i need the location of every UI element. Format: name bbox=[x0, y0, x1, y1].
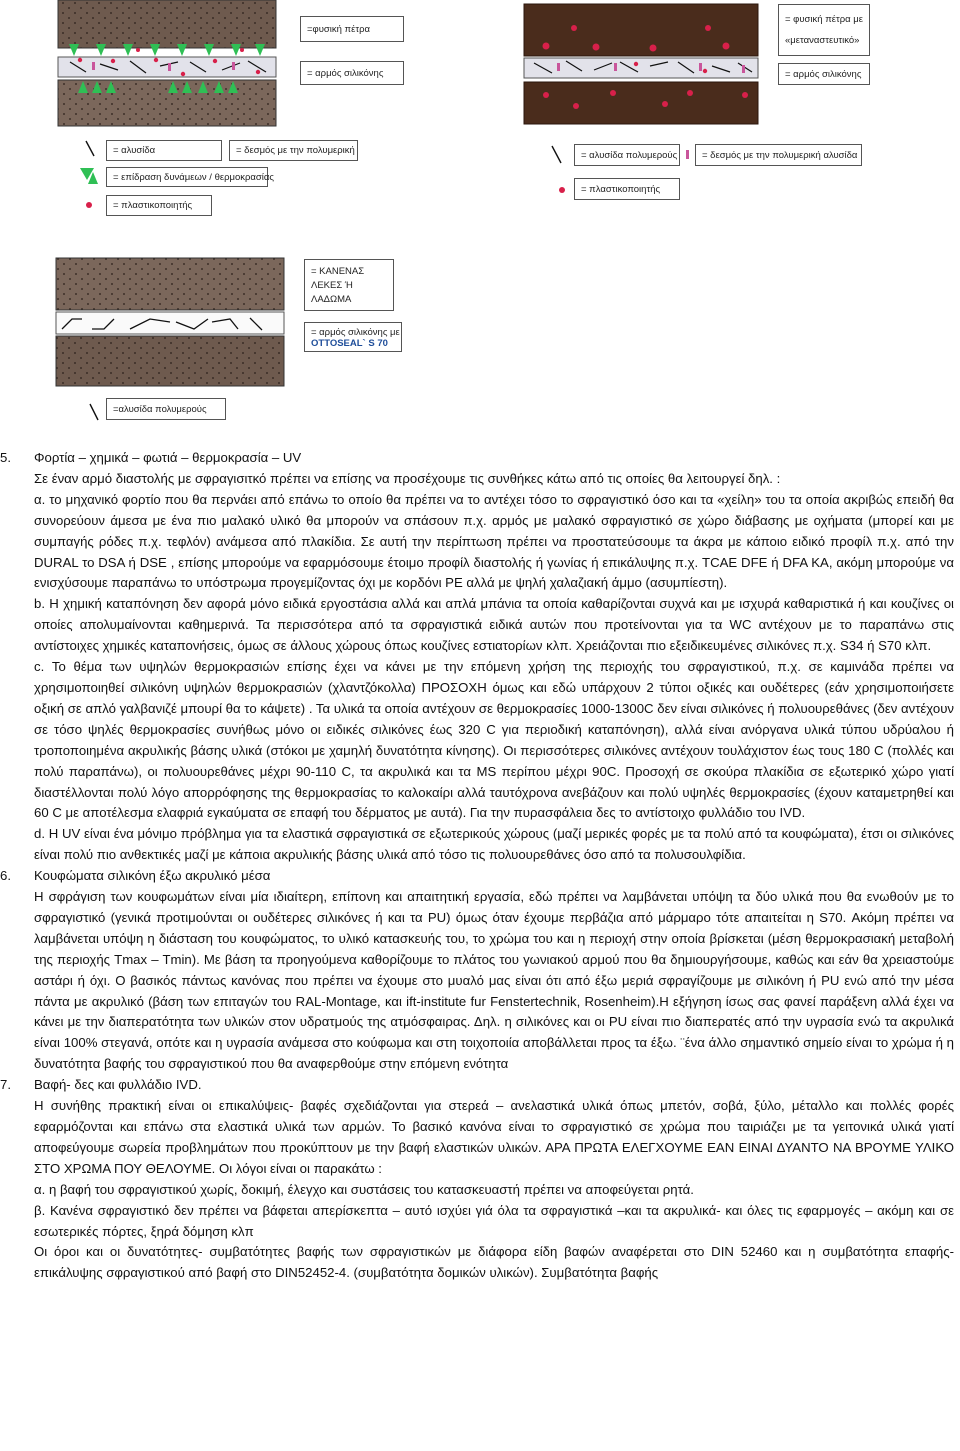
silicone-joint-strip bbox=[56, 312, 284, 334]
paragraph-d: d. Η UV είναι ένα μόνιμο πρόβλημα για τα ελαστικά σφραγιστικά σε εξωτερικούς χώρους (μαζί μερικές φορές με τα πολύ από τα κουφώματα), έτσι οι σιλικόνες είναι πολύ πιο ανθεκτικές μαζί με κάποια ακρυλικής βάσης υλικά από τόσο τις πολυουρεθάνες όσο από τα πολυσουλφίδια. bbox=[34, 826, 954, 863]
label-silicone-joint: = αρμός σιλικόνης bbox=[778, 63, 870, 85]
section-7-item-b: β. Κανένα σφραγιστικό δεν πρέπει να βάφεται απερίσκεπτα – αυτό ισχύει γιά όλα τα σφραγιστικά –και τα ακρυλικά- και όλες τις εφαρμογές – ακόμη και σε εσωτερικές πόρτες, ξηρά δόμηση κλπ bbox=[34, 1202, 954, 1239]
section-5-intro: Σε έναν αρμό διαστολής με σφραγισιτκό πρέπει να επίσης να προσέχουμε τις συνθήκες κάτω από τις οποίες θα λειτουργεί δηλ. : bbox=[34, 470, 781, 486]
chain-legend-icon bbox=[90, 404, 98, 420]
stone-bottom-block bbox=[56, 336, 284, 386]
legend-bond-label: = δεσμός με την πολυμερική αλυσίδα bbox=[695, 144, 862, 166]
document-body bbox=[0, 448, 954, 1284]
label-no-stain: = ΚΑΝΕΝΑΣ ΛΕΚΕΣ Ή ΛΑΔΩΜΑ bbox=[304, 259, 394, 311]
legend-chain-label: =αλυσίδα πολυμερούς bbox=[106, 398, 226, 420]
section-7-closing: Οι όροι και οι δυνατότητες- συμβατότητες βαφής των σφραγιστικών με διάφορα είδη βαφών αναφέρεται στο DIN 52460 και η συμβατότητα επαφής- επικάλυψης σφραγιστικού από βαφή στο DIN52452-4. (συμβατότητα δομικών υλικών). Συμβατότητα βαφής bbox=[34, 1244, 954, 1281]
paragraph-b: b. Η χημική καταπόνηση δεν αφορά μόνο ειδικά εργοστάσια αλλά και απλά μπάνια τα οποία καθαρίζονται συχνά και με ισχυρά καθαριστικά ή και κουζίνες οι οποίες απολυμαίνονται καθημερινά. Τα περισσότερα από τα σφραγιστικά ειδικά αυτών που προτείνονται για τα WC αντέχουν με το παραπάνω στις αντίστοιχες χημικές καταπονήσεις, όμως σε άλλους χώρους όπως κουζίνες εστιατορίων κλπ. Χρειάζονται πιο εξειδικευμένες σιλικόνες π.χ. S34 ή S70 κλπ. bbox=[34, 596, 954, 654]
label-stone-migration: = φυσική πέτρα με «μεταναστευτικό» bbox=[778, 4, 870, 56]
section-7-heading: 7. Βαφή- δες και φυλλάδιο IVD. bbox=[0, 1077, 202, 1093]
brand-ottoseal: OTTOSEAL` S 70 bbox=[311, 338, 388, 349]
legend-plasticizer-label: = πλαστικοποιητής bbox=[106, 195, 212, 216]
label-joint-s70: = αρμός σιλικόνης με OTTOSEAL` S 70 bbox=[304, 322, 402, 352]
section-6-heading: 6. Κουφώματα σιλικόνη έξω ακρυλικό μέσα bbox=[0, 868, 271, 884]
legend-plasticizer-label: = πλαστικοποιητής bbox=[574, 178, 680, 200]
section-6-body: Η σφράγιση των κουφωμάτων είναι μία ιδιαίτερη, επίπονη και απαιτητική εργασία, εδώ πρέπει να λαμβάνεται υπόψη τα δύο υλικά που θα ενωθούν με το σφραγιστικό (γενικά προτιμούνται οι ουδέτερες σιλικόνες ή και τα PU) όμως όταν έχουμε περβάζια από μάρμαρο τότε απαιτείται η S70. Ακόμη πρέπει να λαμβάνεται υπόψη η διάσταση του κουφώματος, το υλικό κατασκευής του, το χρώμα του και η περιοχή στην οποία βρίσκεται (μέση θερμοκρασιακή μεταβολή της περιοχής Tmax – Tmin). Με βάση τα προηγούμενα καθορίζουμε το πλάτος του γωνιακού αρμού που θα δημιουργήσουμε, καθώς και εάν θα χρειαστούμε αστάρι ή όχι. Ο βασικός πάντως κανόνας που πρέπει να έχουμε στο μυαλό μας είναι ότι από έξω μεριά σφραγίζουμε με σιλικόνη ή PU ενώ από την μέσα πάντα με ακρυλικό (βάση των επιταγών του RAL-Montage, και ift-institute fur Fenstertechnik, Rosenheim).Η εξήγηση ίσως σας φανεί παράξενη αλλά έχει να κάνει με την διαπερατότητα των υλικών στον υδρατμούς της ατμόσφαιρας. Δηλ. η σιλικόνες και οι PU είναι πιο διαπερατές από την υγρασία ενώ τα ακρυλικά είναι 100% στεγανά, οπότε και η υγρασία ανάμεσα στο κούφωμα και στη τοιχοποιία αποβάλλεται προς τα έξω. ¨ένα άλλο σημαντικό σημείο είναι το χρώμα ή η δυνατότητα βαφής του σφραγιστικού που θα αναφερθούμε στην επόμενη ενότητα bbox=[34, 889, 954, 1072]
legend-chain-label: = αλυσίδα bbox=[106, 140, 222, 161]
paragraph-a: α. το μηχανικό φορτίο που θα περνάει από επάνω το οποίο θα πρέπει να το αντέχει τόσο το σφραγιστικό όσο και τα «χείλη» του τα οποία ακριβώς επειδή θα συνορεύουν άμεσα με ένα πιο μαλακό υλικό θα μπορούν να σπάσουν π.χ. αρμός με μαλακό σφραγιστικό σε χώρο διάβασης με οχήματα (μπορεί και με συμπαγής ρόδες π.χ. τεφλόν) ανάμεσα από πλακίδια. Σε αυτή την περίπτωση πρέπει να προστατεύσουμε τα άκρα με κάποιο ειδικό προφίλ π.χ. από την DURAL το DSA ή DSE , επίσης μπορούμε να εφαρμόσουμε έτοιμο προφίλ διαστολής ή γωνίας ή επικάλυψης π.χ. TCAE DFE ή DFA KA, ακόμη μπορούμε να ενισχύσουμε παραπάνω το υπόστρωμα προγεμίζοντας όχι με κορδόνι PE αλλά με ψηλή χαλαζιακή άμμο (ασυμπίεστη). bbox=[34, 491, 954, 591]
legend-forces-label: = επίδραση δυνάμεων / θερμοκρασίας bbox=[106, 167, 268, 187]
legend-bond-label: = δεσμός με την πολυμερική bbox=[229, 140, 358, 161]
stone-top-block bbox=[56, 258, 284, 310]
section-7-body: Η συνήθης πρακτική είναι οι επικαλύψεις- βαφές σχεδιάζονται για στερεά – ανελαστικά υλικά όπως μπετόν, σοβά, ξύλο, μέταλλο και πολλές φορές εφαρμόζονται και επάνω στα ελαστικά υλικά των αρμών. Το βασικό κανόνα είναι το σφραγιστικό σε χρώμα που ταιριάζει με τα γειτονικά υλικά γιατί αποφεύγουμε σωρεία προβλημάτων που προκύπτουν με την βαφή ελαστικών υλικών. ΑΡΑ ΠΡΩΤΑ ΕΛΕΓΧΟΥΜΕ ΕΑΝ ΕΙΝΑΙ ΔΥΑΝΤΟ ΝΑ ΒΡΟΥΜΕ ΥΛΙΚΟ ΣΤΟ ΧΡΩΜΑ ΠΟΥ ΘΕΛΟΥΜΕ. Οι λόγοι είναι οι παρακάτω : bbox=[34, 1098, 954, 1176]
label-silicone-joint: = αρμός σιλικόνης bbox=[300, 61, 404, 85]
section-7-item-a: α. η βαφή του σφραγιστικού χωρίς, δοκιμή, έλεγχο και συστάσεις του κατασκευαστή πρέπει να αποφεύγεται ρητά. bbox=[34, 1181, 694, 1197]
legend-chain-label: = αλυσίδα πολυμερούς bbox=[574, 144, 680, 166]
section-5-heading: 5. Φορτία – χημικά – φωτιά – θερμοκρασία – UV bbox=[0, 450, 302, 465]
paragraph-c: c. Το θέμα των υψηλών θερμοκρασιών επίσης έχει να κάνει με την επόμενη χρήση της περιοχής του σφραγιστικού, π.χ. σε καμινάδα πρέπει να χρησιμοποιηθεί σιλικόνη υψηλών θερμοκρασιών (χλαντζόκολλα) ΠΡΟΣΟΧΗ όμως και εδώ υπάρχουν 2 τύποι οξικές και ουδέτερες (εάν χρησιμοποιήσετε οξική σε απλό γαλβανιζέ μπουρί θα το κάψετε) . Τα υλικά τα οποία αντέχουν σε θερμοκρασίες 1000-1300C δεν είναι σιλικόνες ή πολυουρεθάνες (δεν αντέχουν σε τόσο ψηλές θερμοκρασίες συνήθως μόνο οι ειδικές σιλικόνες έως 320 C για περιοδική καταπόνηση), αλλά είναι ανόργανα υλικά τύπου υδρύαλου ή τροποποιημένα ακρυλικής βάσης υλικά (στόκοι με χαμηλή δυνατότητα κίνησης). Οι περισσότερες σιλικόνες αντέχουν τουλάχιστον έως τους 180 C (πολλές και πολύ παραπάνω), οι πολυουρεθάνες μέχρι 90-110 C, τα ακρυλικά και τα MS περίπου μέχρι 90C. Προσοχή σε σκούρα πλακίδια σε εξωτερικό χώρο γιατί διαστέλλονται πολύ λόγο απορρόφησης της θερμοκρασίας το καλοκαίρι αλλά ταυτόχρονα ανεβάζουν και πολύ υψηλές θερμοκρασίες (έχουν καταμετρηθεί και 60 C με αποτέλεσμα ελαφριά εγκαύματα σε επαφή του δέρματος με αυτά). Για την πυρασφάλεια δες το αντίστοιχο φυλλάδιο του IVD. bbox=[34, 659, 954, 821]
label-natural-stone: =φυσική πέτρα bbox=[300, 16, 404, 42]
